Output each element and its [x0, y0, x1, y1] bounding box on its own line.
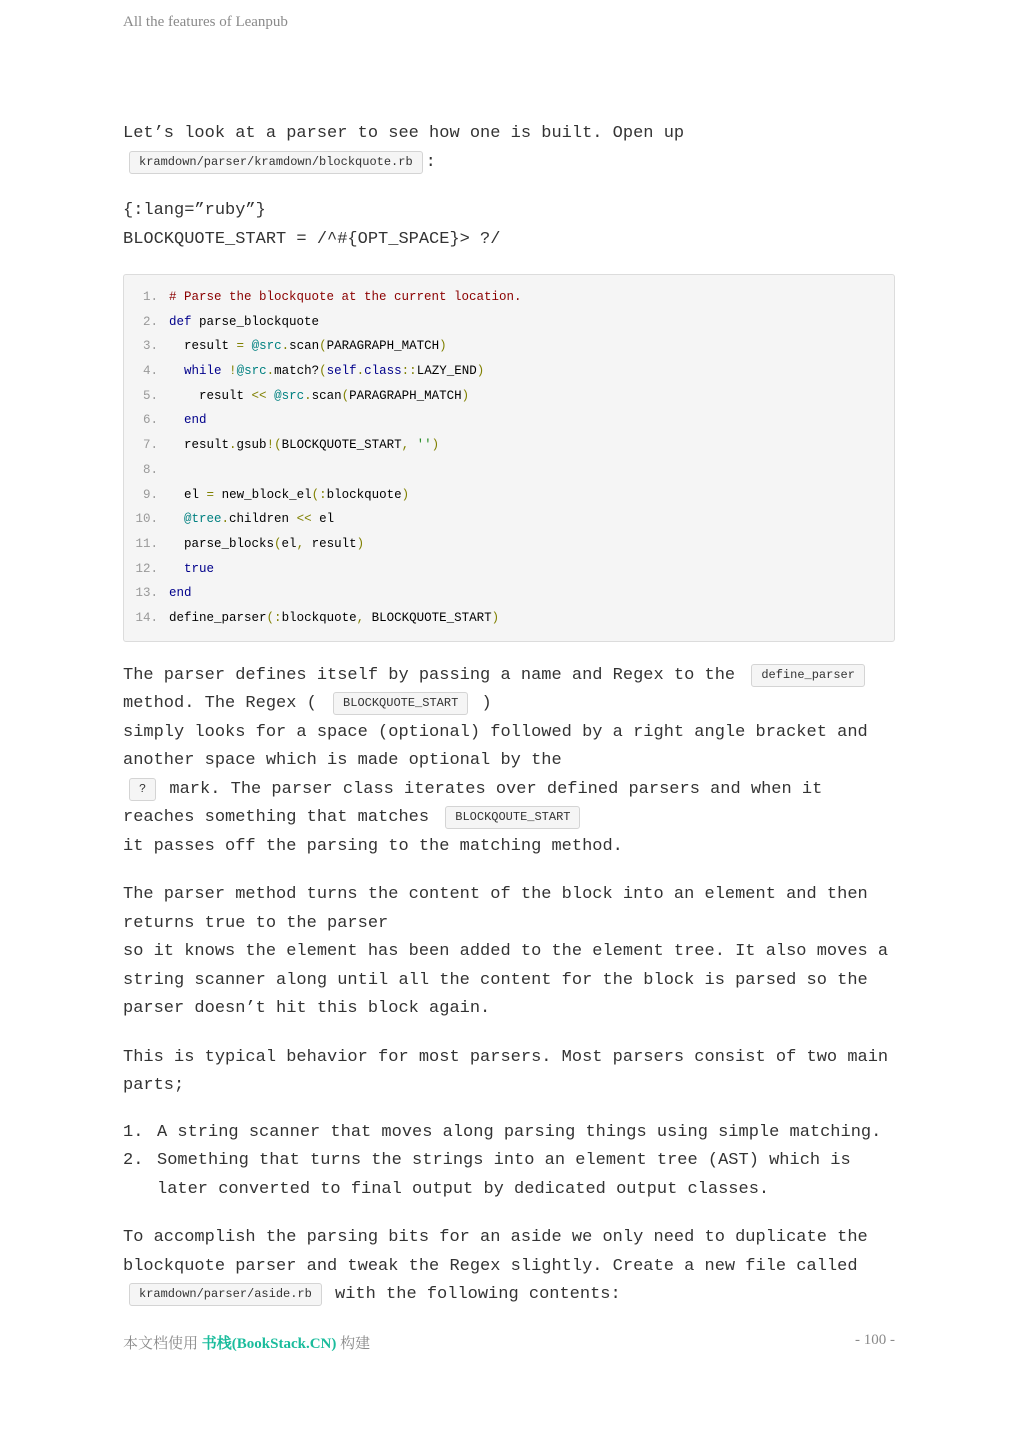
code-token: @tree: [184, 512, 222, 527]
code-token: .: [304, 388, 312, 403]
code-token: <<: [251, 388, 267, 403]
code-token: ): [439, 339, 447, 354]
code-token: PARAGRAPH_MATCH: [326, 339, 440, 354]
code-token: def: [169, 314, 192, 329]
intro-paragraph: [123, 120, 895, 177]
code-token: .: [221, 512, 230, 527]
code-token: :: [319, 487, 327, 502]
code-token: ,: [356, 610, 365, 625]
code-token: # Parse the blockquote at the current location.: [169, 290, 522, 304]
code-token: !: [266, 438, 275, 453]
code-token: '': [416, 438, 432, 453]
code-token: match?: [274, 364, 320, 379]
code-line: [124, 483, 894, 508]
code-token: end: [184, 413, 207, 428]
inline-code-blockquote-start: BLOCKQUOTE_START: [333, 692, 468, 715]
code-token: @src: [251, 339, 282, 354]
paragraph-aside: [123, 1224, 895, 1310]
code-token: result: [199, 388, 245, 403]
parser-parts-list: [123, 1119, 895, 1205]
page-number: - 100 -: [855, 1332, 895, 1348]
code-line: [124, 557, 894, 582]
code-token: @src: [274, 388, 305, 403]
line-number: 9.: [142, 487, 158, 502]
code-token: .: [266, 364, 275, 379]
list-text: Something that turns the strings into an element tree (AST) which is later converted to final output by dedicated output classes.: [157, 1151, 851, 1199]
text: with the following contents:: [335, 1285, 621, 1305]
inline-code-define-parser: define_parser: [751, 664, 865, 687]
code-line: [124, 507, 894, 532]
attr-line: [123, 197, 895, 254]
code-token: ): [491, 610, 500, 625]
code-line: [124, 458, 894, 483]
code-token: ): [431, 438, 440, 453]
code-token: @src: [236, 364, 267, 379]
line-number: 7.: [142, 438, 158, 453]
text: simply looks for a space (optional) followed by a right angle bracket and another space which is made optional by the: [123, 722, 868, 771]
list-number: 1.: [123, 1122, 144, 1142]
code-line: [124, 334, 894, 359]
line-number: 3.: [142, 339, 158, 354]
code-token: while: [184, 364, 222, 379]
code-token: ::: [401, 364, 417, 379]
code-token: (: [341, 388, 350, 403]
code-token: blockquote: [326, 487, 402, 502]
code-token: children: [229, 512, 290, 527]
code-token: (: [319, 364, 327, 379]
code-token: define_parser: [169, 610, 267, 625]
running-header: All the features of Leanpub: [123, 14, 288, 30]
paragraph-typical-behavior: This is typical behavior for most parsers. Most parsers consist of two main parts;: [123, 1047, 889, 1096]
code-token: ): [401, 487, 410, 502]
code-token: (: [274, 438, 282, 453]
page-content: [123, 120, 895, 1310]
code-token: scan: [289, 339, 320, 354]
code-token: ,: [401, 438, 410, 453]
code-line: [124, 433, 894, 458]
code-token: end: [169, 586, 192, 601]
code-line: [124, 359, 894, 384]
code-token: !: [229, 364, 237, 379]
paragraph-define-parser: [123, 662, 895, 862]
code-token: new_block_el: [221, 487, 312, 502]
code-token: (: [266, 610, 275, 625]
code-token: .: [356, 364, 365, 379]
code-token: =: [206, 487, 215, 502]
lang-attribute: {:lang=”ruby”}: [123, 201, 266, 220]
code-token: el: [319, 512, 335, 527]
inline-code-blockquote-file: kramdown/parser/kramdown/blockquote.rb: [129, 151, 423, 174]
text: The parser method turns the content of the block into an element and then returns true to the parser: [123, 885, 868, 933]
code-token: (: [319, 339, 327, 354]
text: mark. The parser class iterates over defined parsers and when it reaches something that matches: [123, 779, 823, 828]
code-token: BLOCKQUOTE_START: [371, 610, 492, 625]
line-number: 4.: [142, 364, 158, 379]
intro-colon: :: [425, 152, 436, 172]
code-line: [124, 384, 894, 409]
code-token: PARAGRAPH_MATCH: [349, 388, 462, 403]
inline-code-aside-file: kramdown/parser/aside.rb: [129, 1283, 322, 1306]
code-token: =: [236, 339, 245, 354]
list-item: [123, 1147, 895, 1204]
code-line: [124, 310, 894, 335]
line-number: 1.: [142, 290, 158, 304]
code-token: parse_blockquote: [191, 314, 320, 329]
code-token: <<: [296, 512, 312, 527]
list-text: A string scanner that moves along parsing things using simple matching.: [157, 1122, 882, 1142]
code-token: el: [281, 536, 297, 551]
const-definition: BLOCKQUOTE_START = /^#{OPT_SPACE}> ?/: [123, 229, 501, 249]
footer-brand-link[interactable]: 书栈(BookStack.CN): [201, 1336, 337, 1352]
code-token: blockquote: [281, 610, 357, 625]
code-token: (: [274, 536, 282, 551]
code-token: el: [184, 487, 200, 502]
footer-prefix: 本文档使用: [123, 1336, 199, 1352]
list-item: [123, 1119, 895, 1148]
code-token: result: [311, 536, 357, 551]
code-token: LAZY_END: [416, 364, 477, 379]
code-token: parse_blocks: [184, 536, 275, 551]
code-token: ): [461, 388, 470, 403]
code-token: ,: [296, 536, 305, 551]
text: so it knows the element has been added to the element tree. It also moves a string scanner along until all the content for the block is parsed so the parser doesn’t hit this block again.: [123, 942, 889, 1019]
text: The parser defines itself by passing a name and Regex to the: [123, 665, 736, 685]
code-token: ): [356, 536, 365, 551]
code-token: .: [281, 339, 290, 354]
code-token: true: [184, 561, 215, 576]
code-token: ): [476, 364, 485, 379]
inline-code-blockqoute-start: BLOCKQOUTE_START: [445, 806, 580, 829]
code-token: gsub: [236, 438, 267, 453]
text: it passes off the parsing to the matching method.: [123, 836, 623, 856]
code-token: BLOCKQUOTE_START: [281, 438, 402, 453]
line-number: 6.: [142, 413, 158, 428]
code-line: [124, 606, 894, 631]
line-number: 2.: [142, 314, 158, 329]
line-number: 12.: [135, 561, 158, 576]
line-number: 5.: [142, 388, 158, 403]
line-number: 11.: [135, 536, 158, 551]
code-token: result: [184, 438, 230, 453]
line-number: 8.: [142, 462, 158, 477]
list-number: 2.: [123, 1151, 144, 1171]
code-token: (: [311, 487, 320, 502]
code-token: class: [364, 364, 402, 379]
code-token: result: [184, 339, 230, 354]
line-number: 13.: [135, 586, 158, 601]
text: ): [481, 694, 492, 714]
code-token: self: [326, 364, 357, 379]
footer-credit: [123, 1332, 370, 1353]
code-line: [124, 532, 894, 557]
code-token: scan: [311, 388, 342, 403]
text: To accomplish the parsing bits for an aside we only need to duplicate the blockquote parser and tweak the Regex slightly. Create a new file called: [123, 1228, 868, 1276]
code-block: [123, 274, 895, 642]
inline-code-question-mark: ?: [129, 778, 156, 801]
code-token: .: [229, 438, 237, 453]
text: method. The Regex (: [123, 694, 317, 714]
line-number: 14.: [135, 610, 158, 625]
code-line: [124, 581, 894, 606]
intro-text: Let’s look at a parser to see how one is built. Open up: [123, 124, 685, 143]
footer-suffix: 构建: [340, 1336, 371, 1352]
line-number: 10.: [135, 512, 158, 527]
code-token: :: [274, 610, 282, 625]
paragraph-parser-method: [123, 881, 895, 1024]
code-line: [124, 285, 894, 310]
code-line: [124, 408, 894, 433]
